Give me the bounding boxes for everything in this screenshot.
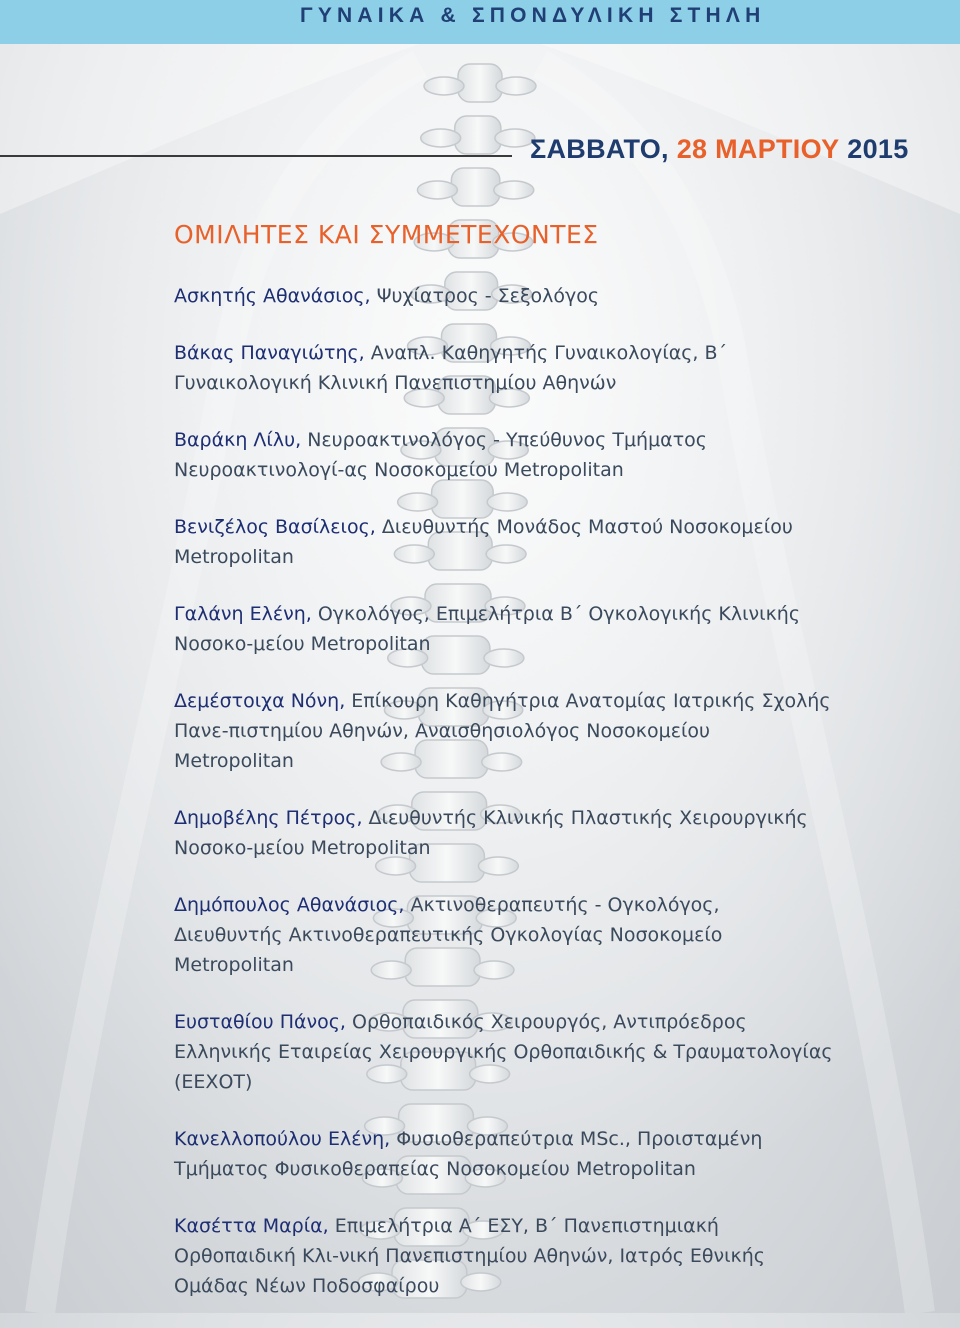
speaker-role: Επίκουρη Καθηγήτρια Ανατομίας Ιατρικής Σχολής Πανε-πιστημίου Αθηνών, Αναισθησιολόγος Νοσοκομείου Metropolitan [174, 690, 831, 772]
divider-line [0, 155, 512, 157]
speaker-entry [174, 281, 834, 311]
speaker-list [174, 281, 834, 1328]
header-band [0, 0, 960, 44]
speaker-name: Κασέττα Μαρία, [174, 1215, 329, 1237]
speaker-entry [174, 686, 834, 776]
speaker-entry [174, 338, 834, 398]
date-day-month: 28 ΜΑΡΤΙΟΥ [676, 134, 840, 164]
speaker-entry [174, 599, 834, 659]
speaker-name: Δεμέστοιχα Νόνη, [174, 690, 346, 712]
speaker-role: Ακτινοθεραπευτής - Ογκολόγος, Διευθυντής Ακτινοθεραπευτικής Ογκολογίας Νοσοκομείο Metropolitan [174, 894, 723, 976]
speaker-name: Δημοβέλης Πέτρος, [174, 807, 363, 829]
speaker-name: Βενιζέλος Βασίλειος, [174, 516, 376, 538]
date-year: 2015 [847, 134, 909, 164]
header-title: ΓΥΝΑΙΚΑ & ΣΠΟΝΔΥΛΙΚΗ ΣΤΗΛΗ [300, 4, 766, 27]
speaker-entry [174, 1211, 834, 1301]
speaker-role: Επιμελήτρια Α΄ ΕΣΥ, Β΄ Πανεπιστημιακή Ορθοπαιδική Κλι-νική Πανεπιστημίου Αθηνών, Ιατρός Εθνικής Ομάδας Νέων Ποδοσφαίρου [174, 1215, 765, 1297]
speaker-role: Ψυχίατρος - Σεξολόγος [376, 285, 600, 307]
section-title: ΟΜΙΛΗΤΕΣ ΚΑΙ ΣΥΜΜΕΤΕΧΟΝΤΕΣ [174, 220, 599, 249]
speaker-name: Βάκας Παναγιώτης, [174, 342, 365, 364]
speaker-role: Ογκολόγος, Επιμελήτρια Β΄ Ογκολογικής Κλινικής Νοσοκο-μείου Metropolitan [174, 603, 800, 655]
speaker-name: Δημόπουλος Αθανάσιος, [174, 894, 405, 916]
speaker-role: Αναπλ. Καθηγητής Γυναικολογίας, Β΄ Γυναικολογική Κλινική Πανεπιστημίου Αθηνών [174, 342, 728, 394]
speaker-role: Φυσιοθεραπεύτρια MSc., Προισταμένη Τμήματος Φυσικοθεραπείας Νοσοκομείου Metropolitan [174, 1128, 763, 1180]
speaker-entry [174, 425, 834, 485]
speaker-name: Ευσταθίου Πάνος, [174, 1011, 346, 1033]
speaker-entry [174, 512, 834, 572]
speaker-role: Νευροακτινολόγος - Υπεύθυνος Τμήματος Νευροακτινολογί-ας Νοσοκομείου Metropolitan [174, 429, 707, 481]
speaker-name: Κανελλοπούλου Ελένη, [174, 1128, 391, 1150]
speaker-entry [174, 1124, 834, 1184]
speaker-entry [174, 890, 834, 980]
speaker-role: Διευθυντής Κλινικής Πλαστικής Χειρουργικής Νοσοκο-μείου Metropolitan [174, 807, 808, 859]
speaker-name: Ασκητής Αθανάσιος, [174, 285, 371, 307]
speaker-name: Γαλάνη Ελένη, [174, 603, 312, 625]
speaker-role: Ορθοπαιδικός Χειρουργός, Αντιπρόεδρος Ελληνικής Εταιρείας Χειρουργικής Ορθοπαιδικής & Τραυματολογίας (ΕΕΧΟΤ) [174, 1011, 833, 1093]
speaker-entry [174, 1007, 834, 1097]
speaker-name: Βαράκη Λίλυ, [174, 429, 302, 451]
date-weekday: ΣΑΒΒΑΤΟ, [530, 134, 669, 164]
event-date [530, 134, 909, 165]
speaker-role: Διευθυντής Μονάδος Μαστού Νοσοκομείου Metropolitan [174, 516, 793, 568]
speaker-entry [174, 803, 834, 863]
